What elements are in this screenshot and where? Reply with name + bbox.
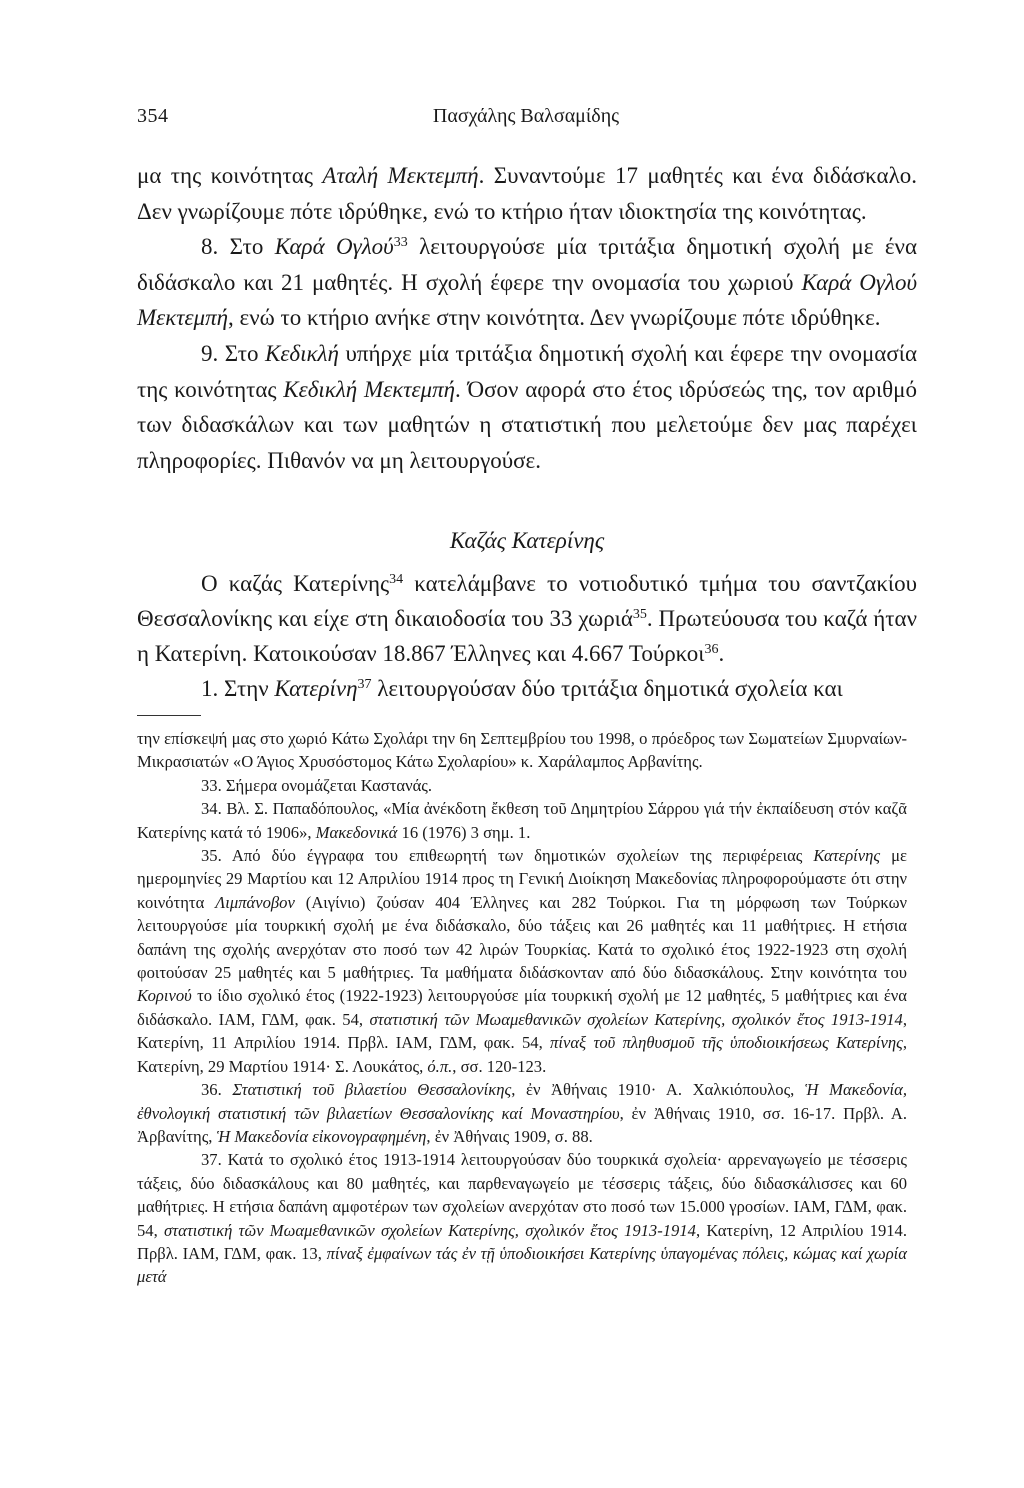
italic-text: πίναξ ἐμφαίνων τάς ἐν τῇ ὑποδιοικήσει Κατερίνης ὑπαγομένας πόλεις, κώμας καί χωρία μετά [137, 1243, 907, 1287]
text-run: , Κατερίνη, 29 Μαρτίου 1914· Σ. Λουκάτος, [137, 1033, 907, 1076]
italic-text: Μακεδονικά [315, 822, 398, 842]
italic-text: στατιστική τῶν Μωαμεθανικῶν σχολείων Κατερίνης, σχολικόν ἔτος 1913-1914 [163, 1220, 696, 1240]
text-run: (Αιγίνιο) ζούσαν 404 Έλληνες και 282 Τούρκοι. Για τη μόρφωση των Τούρκων λειτουργούσε μία τουρκική σχολή με ένα διδάσκαλο, δύο τάξεις και 26 μαθητές και 11 μαθήτριες. Η ετήσια δαπάνη της σχολής ανερχόταν στο ποσό των 42 λιρών Τουρκίας. Κατά το σχολικό έτος 1922-1923 στη σχολή φοιτούσαν 25 μαθητές και 5 μαθήτριες. Τα μαθήματα διδάσκονταν από δύο διδασκάλους. Στην κοινότητα του [137, 892, 908, 983]
italic-text: Αταλή Μεκτεμπή [322, 163, 479, 188]
text-run: Ο καζάς Κατερίνης [201, 571, 390, 596]
text-run: λειτουργούσαν δύο τριτάξια δημοτικά σχολεία και [371, 676, 843, 701]
italic-text: πίναξ τοῦ πληθυσμοῦ τῆς ὑποδιοικήσεως Κατερίνης [550, 1033, 903, 1053]
italic-text: Κορινού [137, 986, 192, 1006]
text-run: 8. Στο [201, 234, 275, 260]
footnote-ref: 37 [357, 677, 372, 692]
italic-text: Καρά Ογλού [274, 234, 394, 260]
text-run: την επίσκεψή μας στο χωριό Κάτω Σχολάρι την 6η Σεπτεμβρίου του 1998, ο πρόεδρος των Σωματείων Σμυρναίων-Μικρασιατών «Ο Άγιος Χρυσόστομος Κάτω Σχολαρίου» κ. Χαράλαμπος Αρβανίτης. [137, 729, 907, 772]
text-run: 9. Στο [201, 340, 266, 366]
footnote-ref: 34 [389, 572, 404, 587]
text-run: 37. Κατά το σχολικό έτος 1913-1914 λειτουργούσαν δύο τουρκικά σχολεία· αρρεναγωγείο με τέσσερις τάξεις, δύο διδασκάλους και 80 μαθητές, και παρθεναγωγείο με τέσσερις τάξεις, δύο διδασκάλισσες και 60 μαθήτριες. Η ετήσια δαπάνη αμφοτέρων των σχολείων ανερχόταν στο ποσό των 15.000 γροσίων. ΙΑΜ, ΓΔΜ, φακ. 54, [137, 1150, 907, 1240]
text-run: υπήρχε μία τριτάξια δημοτική σχολή και έφερε την ονομασία της κοινότητας [137, 340, 917, 402]
text-run: 35. Από δύο έγγραφα του επιθεωρητή των δημοτικών σχολείων της περιφέρειας [201, 846, 814, 866]
footnote [137, 797, 907, 844]
text-run: . [718, 641, 725, 666]
section-title: Καζάς Κατερίνης [449, 528, 605, 553]
italic-text: Κεδικλή Μεκτεμπή [283, 376, 456, 402]
footnote-ref: 35 [632, 607, 647, 622]
text-run: 36. [201, 1080, 233, 1100]
text-run: με ημερομηνίες 29 Μαρτίου και 12 Απριλίου 1914 προς τη Γενική Διοίκηση Μακεδονίας πληροφορούμαστε ότι στην κοινότητα [137, 846, 908, 912]
footnote [137, 727, 907, 774]
italic-text: Κατερίνης [813, 846, 881, 866]
text-run: . Πρωτεύουσα του καζά ήταν η Κατερίνη. Κατοικούσαν 18.867 Έλληνες και 4.667 Τούρκοι [137, 606, 917, 666]
italic-text: Καρά Ογλού Μεκτεμπή [137, 269, 917, 331]
text-run: . Όσον αφορά στο έτος ιδρύσεώς της, τον αριθμό των διδασκάλων και των μαθητών η στατιστική που μελετούμε δεν μας παρέχει πληροφορίες. Πιθανόν να μη λειτουργούσε. [137, 376, 917, 473]
footnote-ref: 36 [704, 642, 719, 657]
italic-text: ό.π. [427, 1056, 453, 1076]
text-run: . Συναντούμε 17 μαθητές και ένα διδάσκαλο. Δεν γνωρίζουμε πότε ιδρύθηκε, ενώ το κτήριο ήταν ιδιοκτησία της κοινότητας. [137, 163, 918, 224]
paragraph [137, 158, 917, 229]
text-run: 33. Σήμερα ονομάζεται Καστανάς. [201, 775, 432, 795]
footnotes [137, 727, 907, 1289]
footnote-separator [137, 715, 201, 716]
page-number: 354 [137, 105, 169, 127]
italic-text: Ἡ Μακεδονία εἰκονογραφημένη [216, 1126, 427, 1146]
text-run: κατελάμβανε το νοτιοδυτικό τμήμα του σαντζακίου Θεσσαλονίκης και είχε στη δικαιοδοσία του 33 χωριά [137, 571, 917, 631]
paragraph [137, 336, 917, 478]
text-run: 1. Στην [201, 676, 275, 701]
footnote [137, 1078, 907, 1148]
text-run: , ἐν Ἀθήναις 1910· Α. Χαλκιόπουλος, [511, 1080, 805, 1100]
body-text-bottom [137, 566, 917, 706]
text-run: , σσ. 120-123. [452, 1056, 547, 1076]
text-run: , Κατερίνη, 11 Απριλίου 1914. Πρβλ. ΙΑΜ, ΓΔΜ, φακ. 54, [137, 1009, 907, 1053]
text-run: λειτουργούσε μία τριτάξια δημοτική σχολή με ένα διδάσκαλο και 21 μαθητές. Η σχολή έφερε την ονομασία του χωριού [137, 234, 917, 295]
footnote [137, 844, 907, 1078]
text-run: μα της κοινότητας [137, 163, 323, 188]
italic-text: Κατερίνη [274, 676, 358, 701]
body-text-top [137, 158, 917, 478]
paragraph [137, 566, 917, 671]
text-run: , Κατερίνη, 12 Απριλίου 1914. Πρβλ. ΙΑΜ, ΓΔΜ, φακ. 13, [137, 1220, 907, 1263]
italic-text: Κεδικλή [265, 340, 339, 366]
footnote [137, 1148, 907, 1288]
text-run: , ενώ το κτήριο ανήκε στην κοινότητα. Δεν γνωρίζουμε πότε ιδρύθηκε. [228, 305, 881, 331]
text-run: 34. Βλ. Σ. Παπαδόπουλος, «Μία ἀνέκδοτη ἔκθεση τοῦ Δημητρίου Σάρρου γιά τήν ἐκπαίδευση στόν καζᾶ Κατερίνης κατά τό 1906», [137, 799, 907, 842]
italic-text: Λιμπάνοβον [215, 892, 295, 912]
paragraph [137, 229, 917, 336]
text-run: 16 (1976) 3 σημ. 1. [397, 822, 531, 842]
text-run: το ίδιο σχολικό έτος (1922-1923) λειτουργούσε μία τουρκική σχολή με 12 μαθητές, 5 μαθήτριες και ένα διδάσκαλο. ΙΑΜ, ΓΔΜ, φακ. 54, [137, 986, 907, 1029]
italic-text: στατιστική τῶν Μωαμεθανικῶν σχολείων Κατερίνης, σχολικόν ἔτος 1913-1914 [369, 1009, 903, 1029]
footnote-ref: 33 [393, 235, 408, 251]
italic-text: Στατιστική τοῦ βιλαετίου Θεσσαλονίκης [232, 1080, 512, 1100]
footnote [137, 774, 907, 797]
text-run: , ἐν Ἀθήναις 1910, σσ. 16-17. Πρβλ. Α. Ἀρβανίτης, [137, 1103, 908, 1146]
text-run: , ἐν Ἀθήναις 1909, σ. 88. [426, 1126, 593, 1146]
running-head: Πασχάλης Βαλσαμίδης [432, 105, 620, 127]
italic-text: Ἡ Μακεδονία, ἐθνολογική στατιστική τῶν βιλαετίων Θεσσαλονίκης καί Μοναστηρίου [137, 1080, 907, 1123]
page-header [137, 105, 915, 135]
paragraph [137, 671, 917, 706]
